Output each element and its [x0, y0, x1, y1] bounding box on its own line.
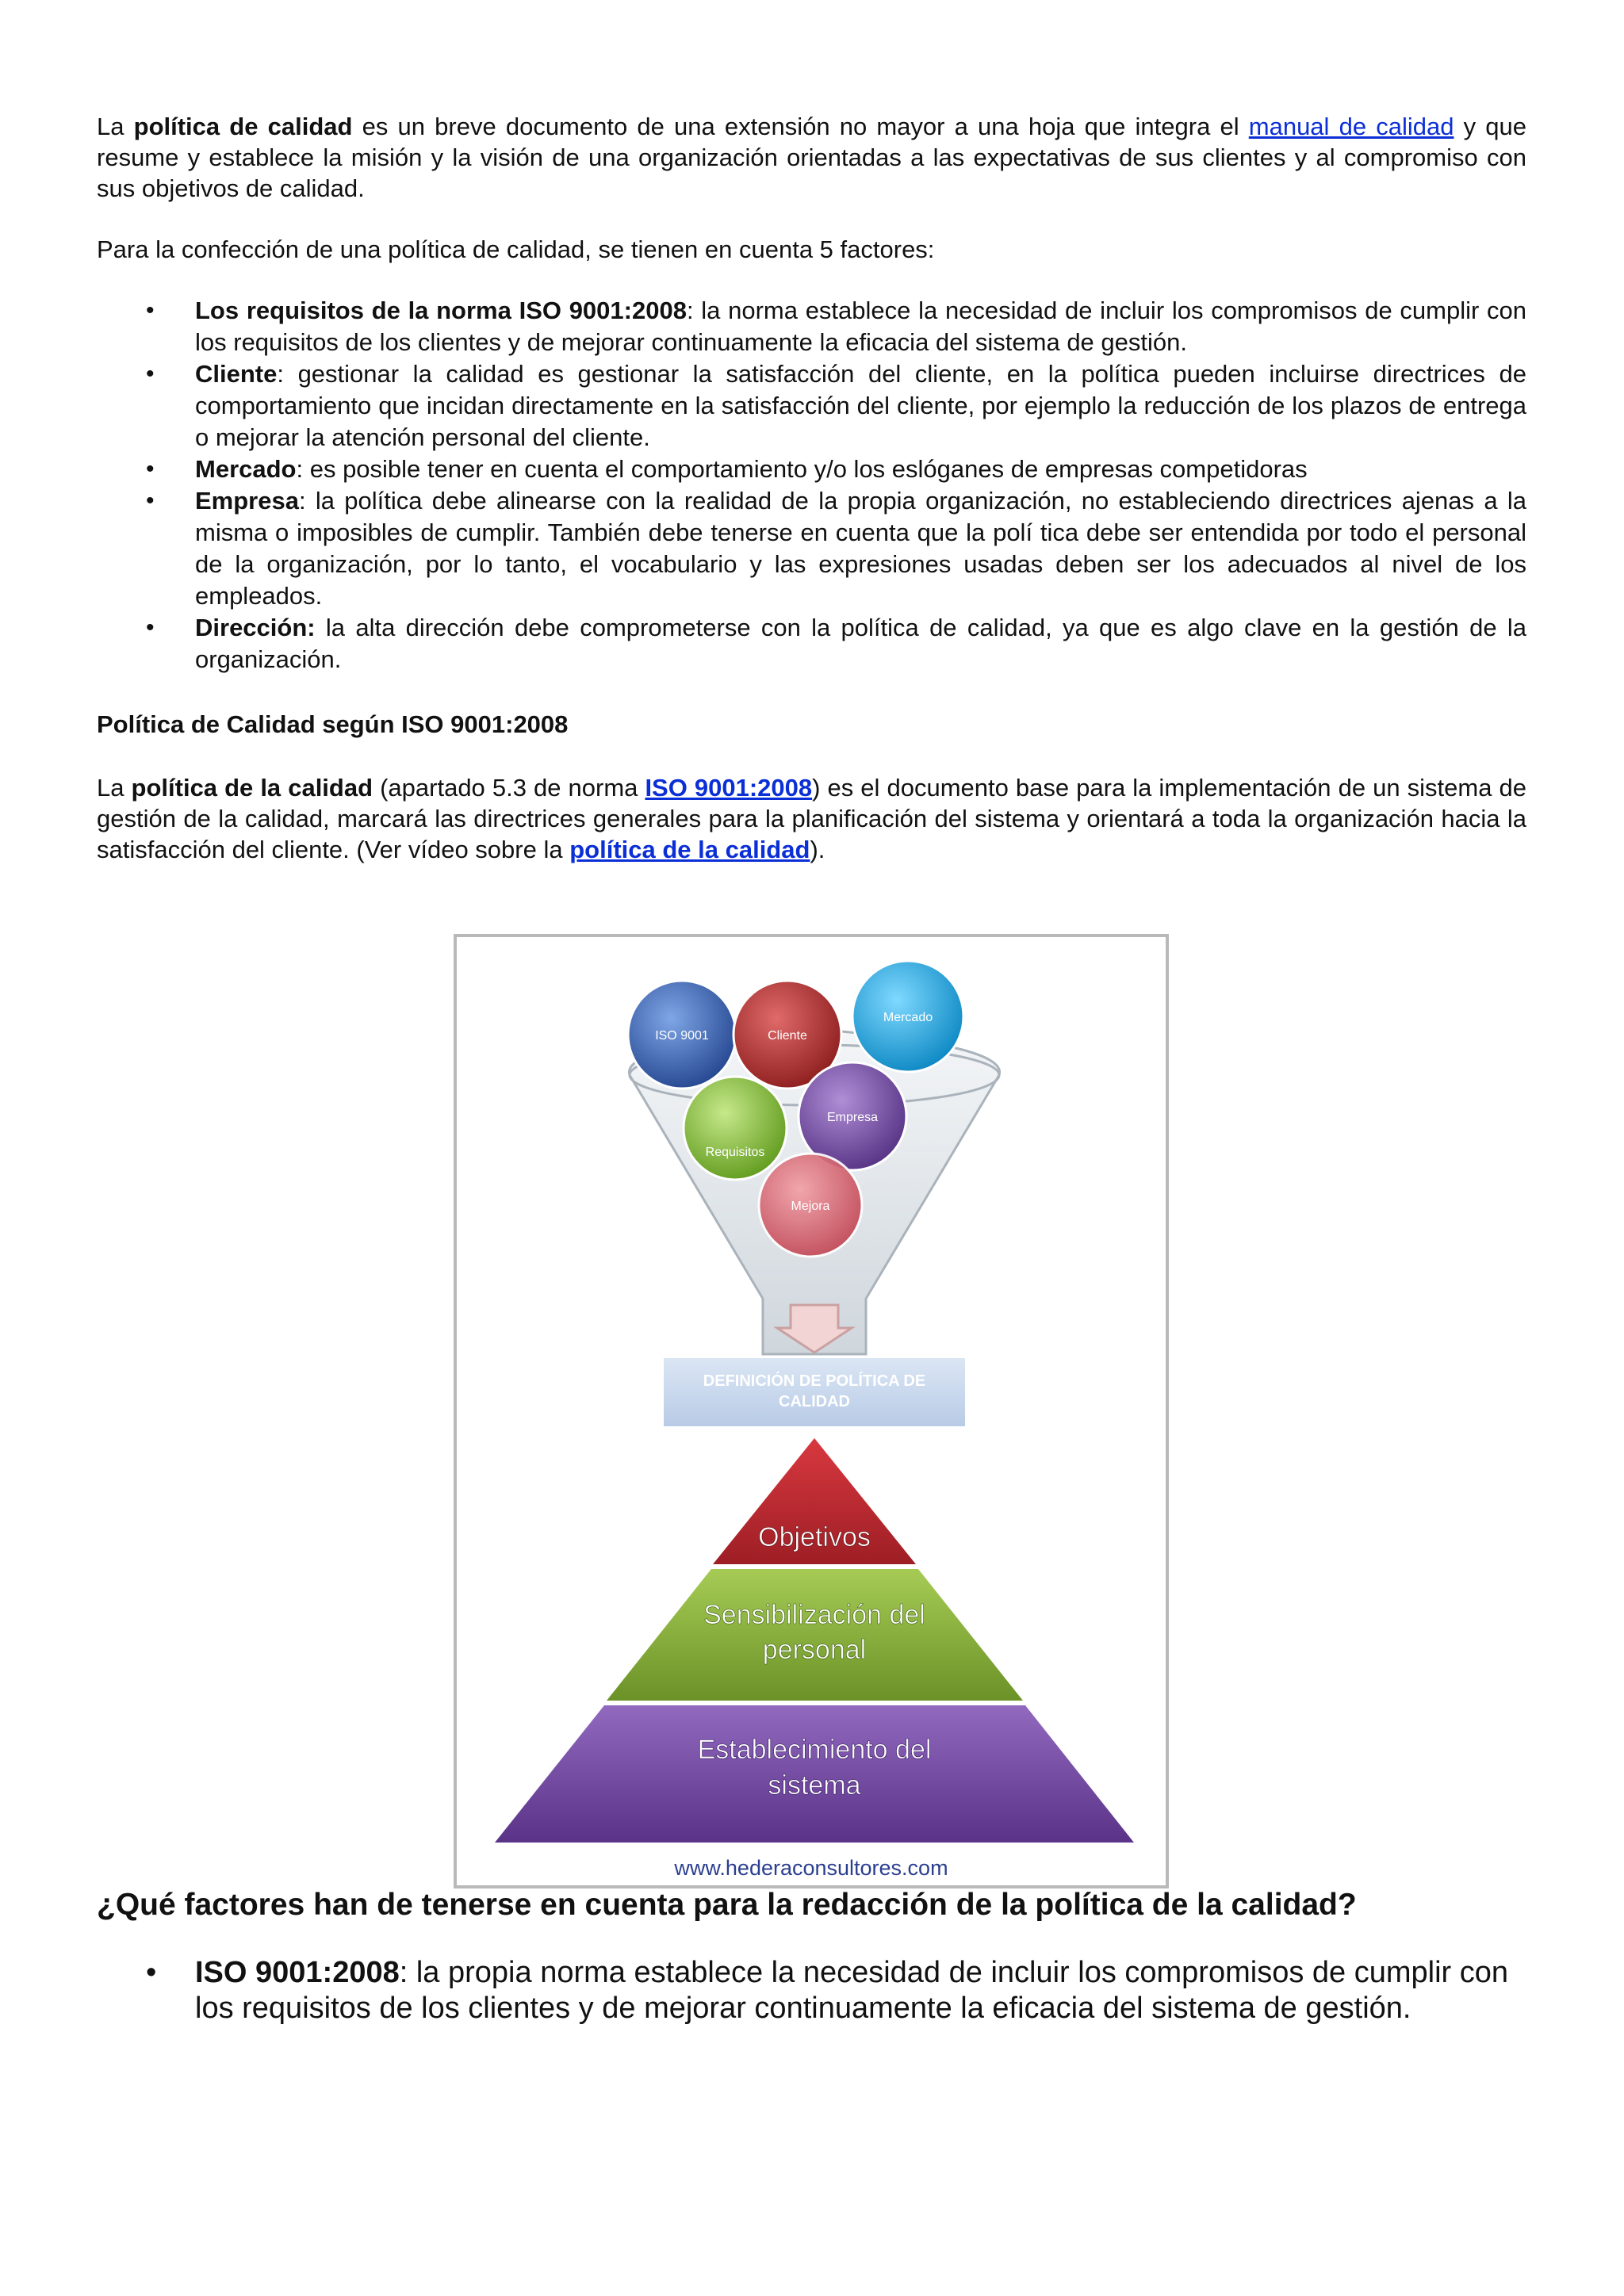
svg-text:Cliente: Cliente [768, 1029, 807, 1043]
list-item: • Empresa: la política debe alinearse con la realidad de la propia organización, no estableciendo directrices ajenas a la misma o imposibles de cumplir. También debe tenerse en cuenta que la polí tica debe ser entendida por todo el personal de la organización, por lo tanto, el vocabulario y las expresiones usadas deben ser los adecuados al nivel de los empleados. [97, 485, 1526, 612]
iso-9001-link[interactable]: ISO 9001:2008 [645, 774, 813, 802]
answer-list [97, 1955, 1526, 2026]
circle-mercado [852, 961, 963, 1072]
svg-text:Objetivos: Objetivos [758, 1522, 871, 1552]
svg-text:CALIDAD: CALIDAD [779, 1393, 850, 1410]
list-item: • Dirección: la alta dirección debe comprometerse con la política de calidad, ya que es algo clave en la gestión de la organización. [97, 612, 1526, 675]
svg-text:sistema: sistema [768, 1770, 861, 1800]
circle-mejora [759, 1154, 862, 1257]
svg-text:Empresa: Empresa [826, 1111, 879, 1124]
section-title: Política de Calidad según ISO 9001:2008 [97, 710, 569, 738]
diagram-svg [454, 934, 1169, 1888]
intro-bold-term: política de calidad [133, 113, 353, 140]
svg-text:personal: personal [762, 1635, 867, 1665]
iso-paragraph: La política de la calidad (apartado 5.3 de norma ISO 9001:2008) es el documento base para la implementación de un sistema de gestión de la calidad, marcará las directrices generales para la planificación del sistema y orientará a toda la organización hacia la satisfacción del cliente. (Ver vídeo sobre la política de la calidad). [97, 774, 1526, 863]
svg-text:ISO 9001: ISO 9001 [655, 1029, 709, 1043]
document-body [97, 111, 1526, 898]
circle-iso-9001 [628, 981, 736, 1089]
svg-text:DEFINICIÓN DE POLÍTICA DE: DEFINICIÓN DE POLÍTICA DE [703, 1372, 926, 1390]
manual-de-calidad-link[interactable]: manual de calidad [1248, 113, 1454, 140]
politica-calidad-video-link[interactable]: política de la calidad [569, 836, 810, 863]
question-heading: ¿Qué factores han de tenerse en cuenta para la redacción de la política de la calidad? [97, 1888, 1357, 1922]
svg-text:Sensibilización del: Sensibilización del [703, 1600, 925, 1630]
svg-text:Mercado: Mercado [883, 1011, 933, 1024]
factors-list [97, 295, 1526, 675]
intro-paragraph: La política de calidad es un breve documento de una extensión no mayor a una hoja que integra el manual de calidad y que resume y establece la misión y la visión de una organización orientadas a las expectativas de sus clientes y al compromiso con sus objetivos de calidad. [97, 113, 1526, 202]
list-item: • ISO 9001:2008: la propia norma establece la necesidad de incluir los compromisos de cumplir con los requisitos de los clientes y de mejorar continuamente la eficacia del sistema de gestión. [97, 1955, 1526, 2026]
svg-text:Mejora: Mejora [791, 1200, 830, 1213]
list-item: • Los requisitos de la norma ISO 9001:2008: la norma establece la necesidad de incluir los compromisos de cumplir con los requisitos de los clientes y de mejorar continuamente la eficacia del sistema de gestión. [97, 295, 1526, 358]
quality-policy-diagram [454, 934, 1169, 1888]
definition-box [664, 1358, 965, 1426]
factors-intro: Para la confección de una política de calidad, se tienen en cuenta 5 factores: [97, 235, 935, 263]
svg-text:Requisitos: Requisitos [705, 1146, 765, 1159]
website-caption: www.hederaconsultores.com [674, 1856, 948, 1880]
circle-requisitos [684, 1077, 787, 1180]
list-item: • Cliente: gestionar la calidad es gestionar la satisfacción del cliente, en la política pueden incluirse directrices de comportamiento que incidan directamente en la satisfacción del cliente, por ejemplo la reducción de los plazos de entrega o mejorar la atención personal del cliente. [97, 358, 1526, 453]
list-item: • Mercado: es posible tener en cuenta el comportamiento y/o los eslóganes de empresas competidoras [97, 453, 1526, 485]
svg-text:Establecimiento del: Establecimiento del [697, 1735, 932, 1765]
